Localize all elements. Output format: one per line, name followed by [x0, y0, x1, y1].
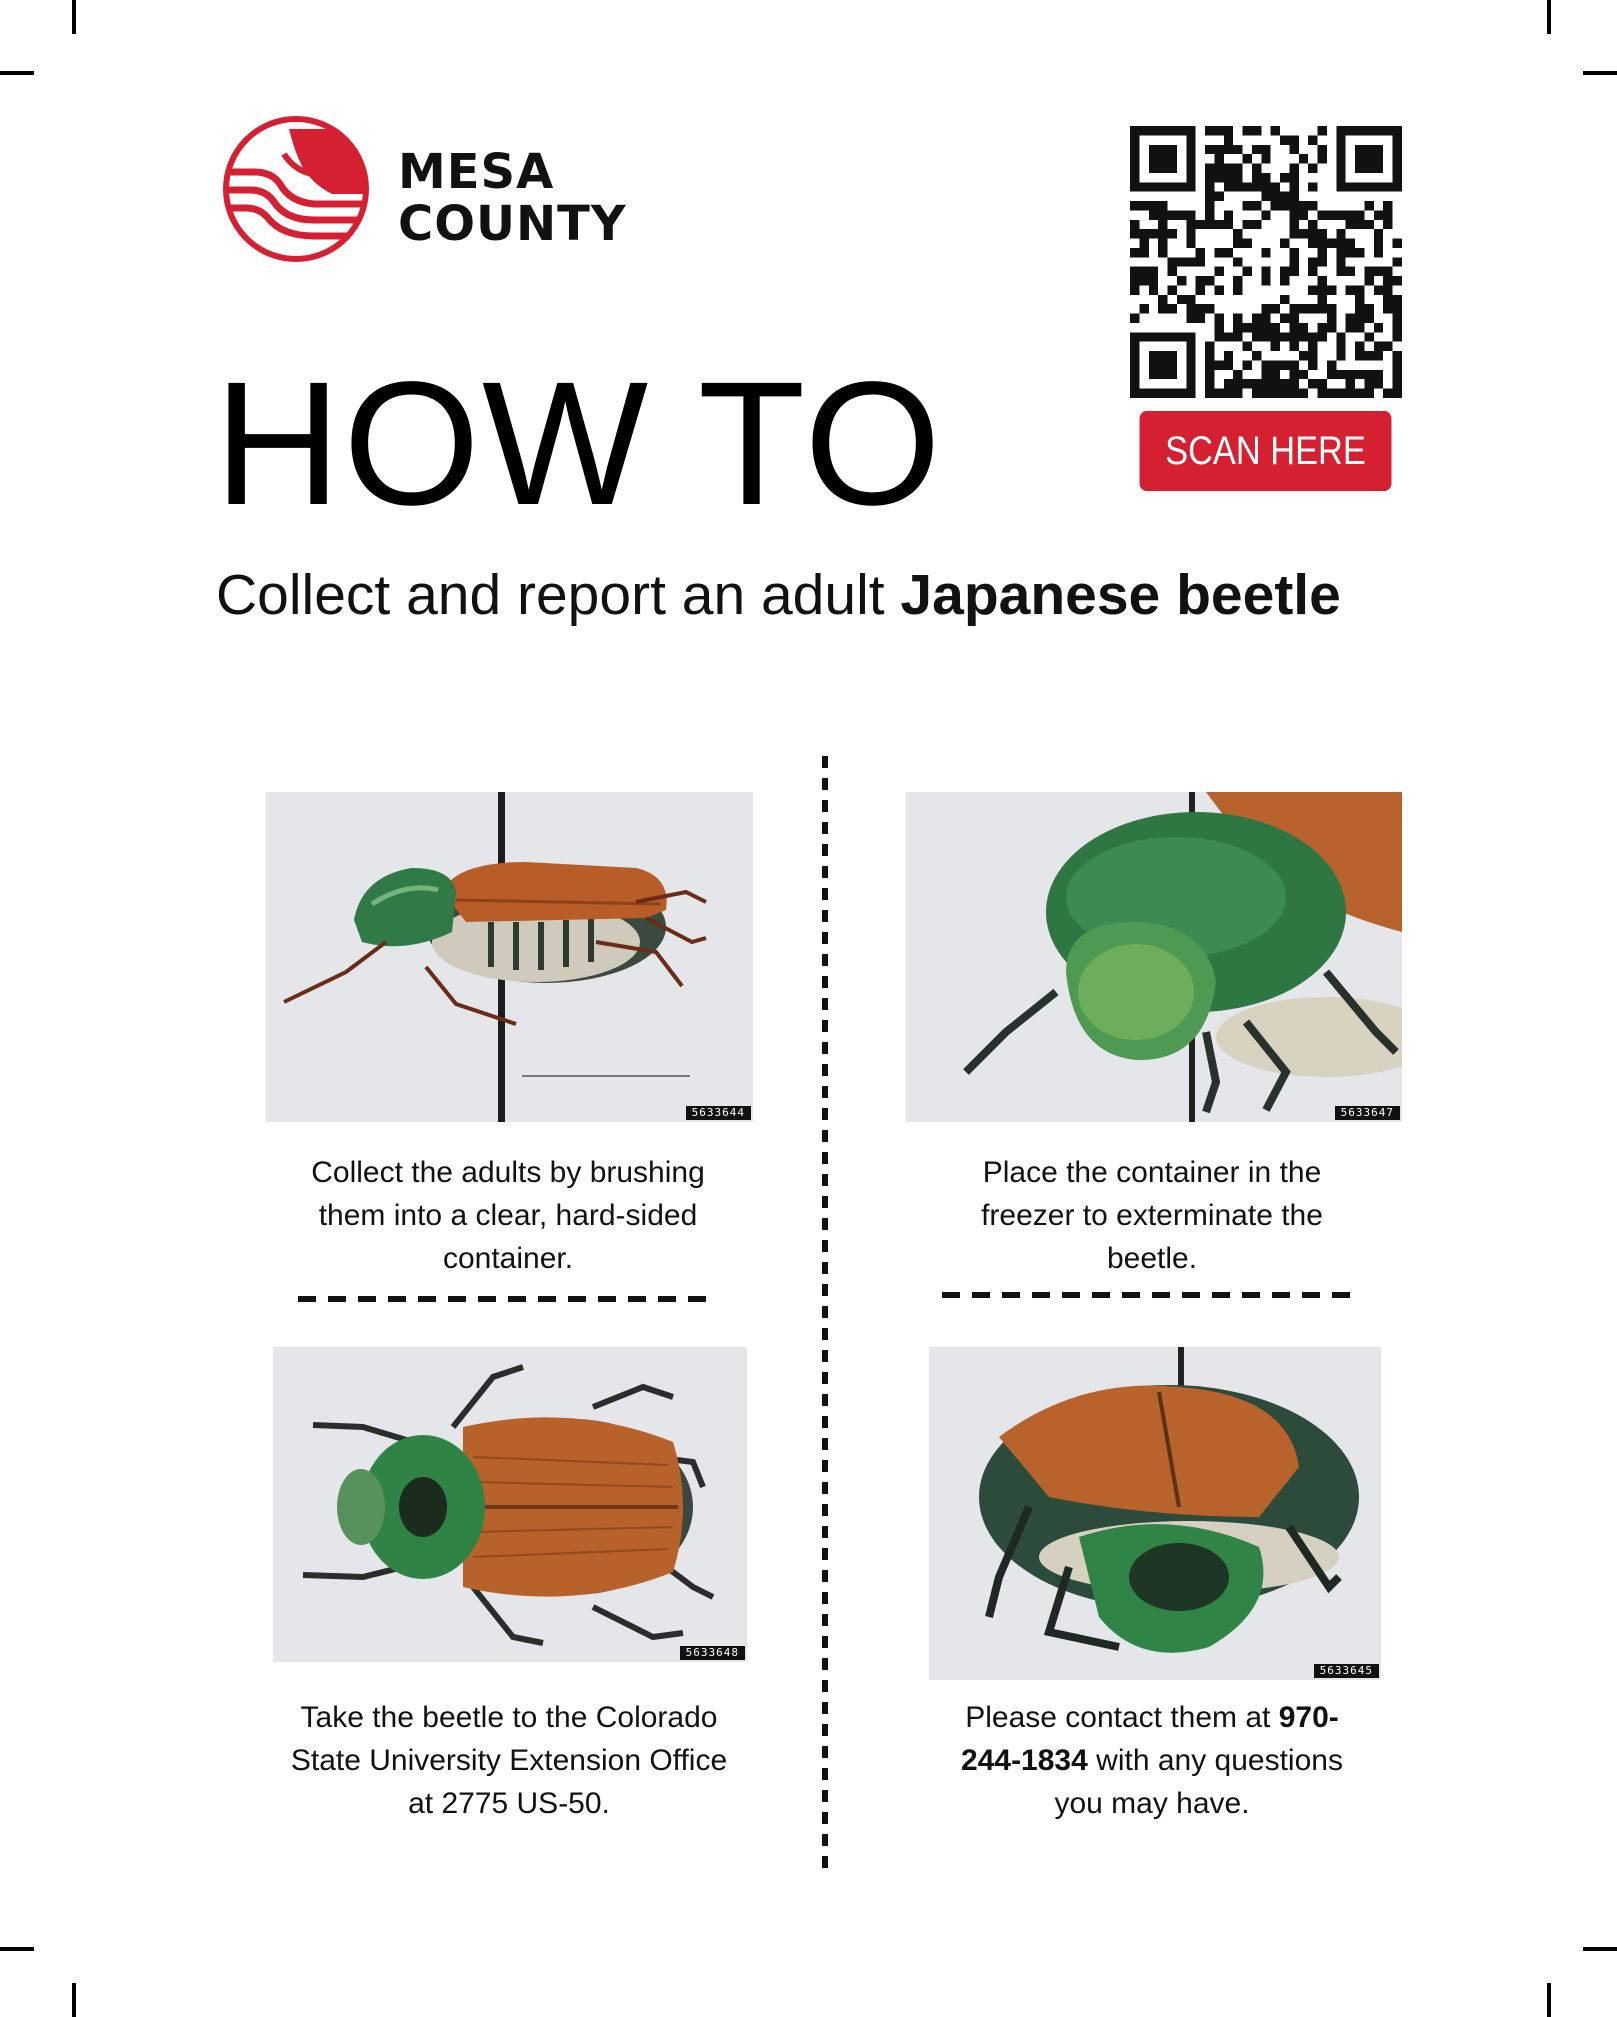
brand-name-line1: MESA: [398, 144, 555, 200]
crop-mark-bottom-left: [0, 1947, 34, 1951]
photo-id-badge: 5633647: [1335, 1106, 1400, 1120]
step-1-caption: Collect the adults by brushing them into a clear, hard-sided container.: [311, 1156, 705, 1275]
row-divider-right: [942, 1292, 1362, 1298]
photo-id-badge: 5633645: [1314, 1664, 1379, 1678]
photo-id-badge: 5633648: [680, 1646, 745, 1660]
crop-mark-top-left: [0, 71, 34, 75]
column-divider: [822, 756, 828, 1874]
beetle-photo-angle-view: [929, 1347, 1381, 1680]
scan-here-button[interactable]: SCAN HERE: [1140, 411, 1392, 491]
qr-code-icon[interactable]: [1130, 126, 1402, 398]
crop-mark-bottom-left: [72, 1983, 76, 2017]
step-3-caption: Take the beetle to the Colorado State University Extension Office at 2775 US-50.: [290, 1701, 728, 1820]
subheading-text: Collect and report an adult: [216, 563, 901, 627]
beetle-photo-front-closeup: [906, 792, 1402, 1122]
crop-mark-bottom-right: [1583, 1947, 1617, 1951]
row-divider-left: [298, 1296, 718, 1302]
subheading: [216, 562, 1341, 628]
subheading-emphasis: Japanese beetle: [900, 563, 1341, 627]
crop-mark-top-right: [1583, 71, 1617, 75]
step-4-caption-prefix: Please contact them at: [965, 1701, 1279, 1734]
crop-mark-bottom-right: [1547, 1983, 1551, 2017]
beetle-photo-side-view: [266, 792, 753, 1122]
brand-name-line2: COUNTY: [398, 196, 627, 252]
crop-mark-top-right: [1547, 0, 1551, 34]
photo-id-badge: 5633644: [686, 1106, 751, 1120]
brand-name: [398, 146, 627, 250]
crop-mark-top-left: [72, 0, 76, 34]
step-2-caption: Place the container in the freezer to exterminate the beetle.: [981, 1156, 1323, 1275]
mesa-county-logo-icon: [214, 114, 378, 264]
page-title: HOW TO: [214, 346, 944, 542]
mesa-county-logo: [214, 114, 654, 264]
phone-number: 970-244-1834: [961, 1701, 1339, 1777]
beetle-photo-top-view: [273, 1347, 747, 1662]
step-4-caption: [942, 1696, 1362, 1825]
step-4-caption-suffix: with any questions you may have.: [1054, 1744, 1343, 1820]
